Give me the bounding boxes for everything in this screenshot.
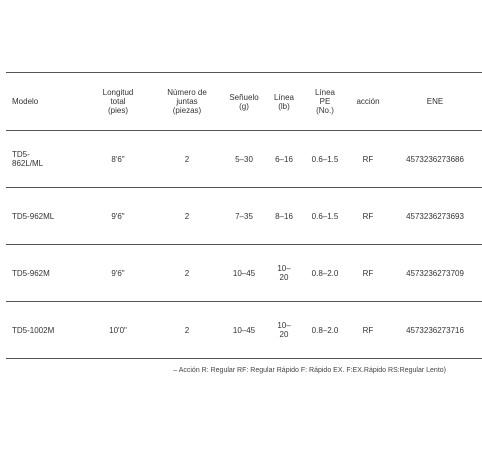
- cell-text: 4573236273693: [406, 211, 464, 221]
- cell-sections: [152, 245, 222, 302]
- cell-length: [84, 188, 152, 245]
- spec-table: [6, 72, 482, 359]
- cell-text: TD5- 862L/ML: [12, 150, 44, 168]
- cell-text: 4573236273709: [406, 268, 464, 278]
- cell-text: 5–30: [235, 154, 253, 164]
- action-legend-footnote: – Acción R: Regular RF: Regular Rápido F: Rápido EX. F:EX.Rápido RS:Regular Lento): [173, 367, 446, 374]
- cell-sections: [152, 131, 222, 188]
- cell-text: 6–16: [275, 154, 293, 164]
- cell-text: 10– 20: [277, 321, 291, 339]
- cell-text: TD5-962ML: [12, 211, 55, 221]
- cell-action: [348, 131, 388, 188]
- cell-sections: [152, 188, 222, 245]
- cell-action: [348, 245, 388, 302]
- cell-text: 0.8–2.0: [311, 268, 339, 278]
- header-action: [348, 73, 388, 131]
- cell-text: 0.6–1.5: [311, 154, 339, 164]
- cell-model: [6, 188, 84, 245]
- cell-text: 10– 20: [277, 264, 291, 282]
- header-pe-line-label: Línea PE (No.): [314, 88, 336, 115]
- cell-model: [6, 131, 84, 188]
- header-jan: [388, 73, 482, 131]
- cell-text: TD5-962M: [12, 268, 50, 278]
- cell-line: [266, 131, 302, 188]
- cell-text: 0.8–2.0: [311, 325, 339, 335]
- table-row: [6, 245, 482, 302]
- cell-jan: [388, 188, 482, 245]
- cell-text: RF: [362, 211, 374, 221]
- header-line-label: Línea (lb): [273, 92, 295, 111]
- header-action-label: acción: [356, 97, 380, 106]
- cell-text: RF: [362, 325, 374, 335]
- cell-line: [266, 188, 302, 245]
- header-lure: [222, 73, 266, 131]
- cell-text: 8–16: [275, 211, 293, 221]
- cell-action: [348, 302, 388, 359]
- cell-text: 10'0": [109, 325, 127, 335]
- cell-line: [266, 302, 302, 359]
- cell-text: 2: [184, 154, 190, 164]
- table-row: [6, 302, 482, 359]
- table-row: [6, 188, 482, 245]
- cell-text: RF: [362, 154, 374, 164]
- cell-lure: [222, 188, 266, 245]
- cell-sections: [152, 302, 222, 359]
- cell-pe-line: [302, 188, 348, 245]
- header-sections-label: Número de juntas (piezas): [167, 88, 207, 115]
- spec-table-body: [6, 131, 482, 359]
- cell-text: 4573236273716: [406, 325, 464, 335]
- header-jan-label: ENE: [426, 97, 444, 106]
- cell-action: [348, 188, 388, 245]
- header-row: [6, 73, 482, 131]
- cell-length: [84, 302, 152, 359]
- cell-jan: [388, 131, 482, 188]
- header-model-label: Modelo: [12, 97, 39, 106]
- cell-text: 2: [184, 268, 190, 278]
- header-line: [266, 73, 302, 131]
- cell-jan: [388, 245, 482, 302]
- table-row: [6, 131, 482, 188]
- cell-length: [84, 245, 152, 302]
- cell-line: [266, 245, 302, 302]
- cell-text: 7–35: [235, 211, 253, 221]
- cell-text: 9'6": [111, 268, 125, 278]
- cell-text: 8'6": [111, 154, 125, 164]
- cell-lure: [222, 245, 266, 302]
- header-length-label: Longitud total (pies): [102, 88, 134, 115]
- header-length: [84, 73, 152, 131]
- cell-text: 9'6": [111, 211, 125, 221]
- cell-lure: [222, 131, 266, 188]
- cell-text: 10–45: [232, 268, 256, 278]
- cell-text: RF: [362, 268, 374, 278]
- cell-model: [6, 245, 84, 302]
- cell-text: 0.6–1.5: [311, 211, 339, 221]
- header-model: [6, 73, 84, 131]
- spec-table-header: [6, 73, 482, 131]
- header-sections: [152, 73, 222, 131]
- cell-text: 10–45: [232, 325, 256, 335]
- cell-text: 4573236273686: [406, 154, 464, 164]
- cell-jan: [388, 302, 482, 359]
- cell-pe-line: [302, 245, 348, 302]
- cell-length: [84, 131, 152, 188]
- cell-model: [6, 302, 84, 359]
- cell-lure: [222, 302, 266, 359]
- header-pe-line: [302, 73, 348, 131]
- cell-pe-line: [302, 302, 348, 359]
- header-lure-label: Señuelo (g): [229, 92, 259, 111]
- cell-pe-line: [302, 131, 348, 188]
- cell-text: 2: [184, 211, 190, 221]
- cell-text: TD5-1002M: [12, 325, 55, 335]
- cell-text: 2: [184, 325, 190, 335]
